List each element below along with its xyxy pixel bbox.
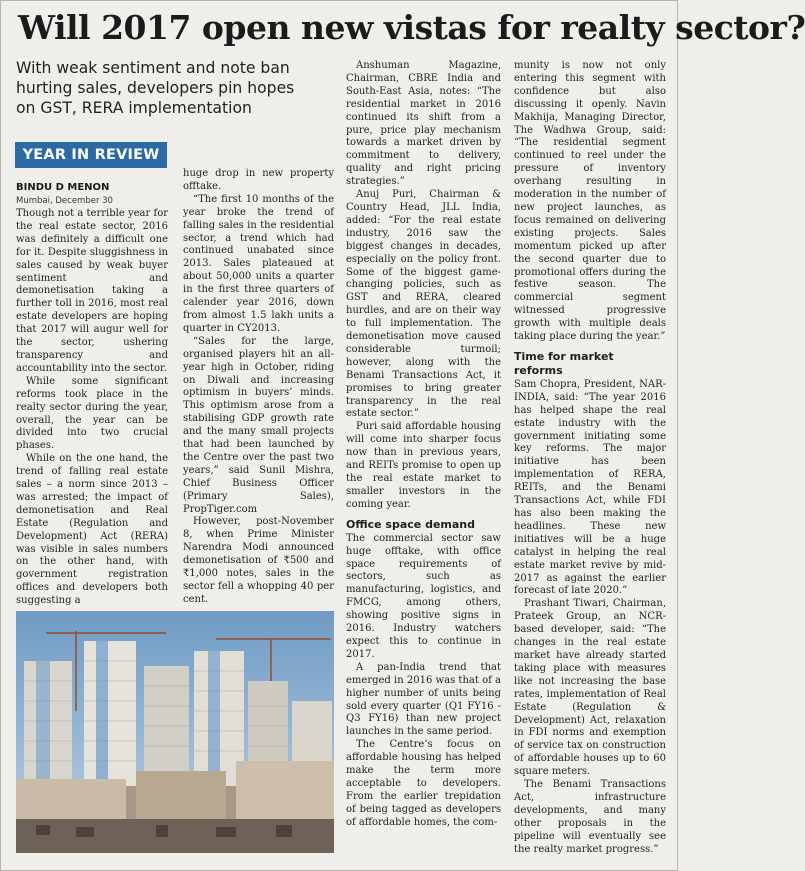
column-3 [346,60,501,830]
paragraph: However, post-November 8, when Prime Minister Narendra Modi announced demonetisation of ₹500 and ₹1,000 notes, sales in the sector fell a whopping 40 per cent. [183,516,334,605]
column-4 [514,60,666,856]
paragraph: The Centre’s focus on affordable housing has helped make the term more acceptable to developers. From the earlier trepidation of being tagged as developers of affordable homes, the com- [346,739,501,828]
column-1 [16,208,168,608]
cityscape-illustration [16,611,334,853]
paragraph: The Benami Transactions Act, infrastructure developments, and many other proposals in the pipeline will eventually see the realty market progress.” [514,779,666,855]
paragraph: While some significant reforms took place in the realty sector during the year, overall, the year can be divided into two crucial phases. [16,375,168,452]
section-tag: YEAR IN REVIEW [15,142,167,168]
deck [16,58,336,118]
deck-line: With weak sentiment and note ban [16,59,290,77]
paragraph: “Sales for the large, organised players hit an all-year high in October, riding on Diwali and increasing optimism in buyers’ minds. This optimism arose from a stabilising GDP growth rate and the many small projects that had been launched by the Centre over the past two years,” said Sunil Mishra, Chief Business Officer (Primary Sales), PropTiger.com [183,335,334,515]
headline: Will 2017 open new vistas for realty sector? [18,8,805,47]
paragraph: A pan-India trend that emerged in 2016 was that of a higher number of units being sold every quarter (Q1 FY16 - Q3 FY16) than new project launches in the same period. [346,661,501,738]
byline: BINDU D MENON [16,182,110,193]
paragraph: “The first 10 months of the year broke the trend of falling sales in the residential sector, a trend which had continued unabated since 2013. Sales plateaued at about 50,000 units a quarter in the first three quarters of calender year 2016, down from almost 1.5 lakh units a quarter in CY2013. [183,193,334,334]
column-2 [183,168,334,607]
dateline: Mumbai, December 30 [16,196,113,206]
deck-line: on GST, RERA implementation [16,99,252,117]
paragraph: Puri said affordable housing will come into sharper focus now than in previous years, and REITs promise to open up the real estate market to smaller investors in the coming year. [346,421,501,510]
cityscape-photo [16,611,334,853]
paragraph: munity is now not only entering this segment with confidence but also discussing it openly. Navin Makhija, Managing Director, The Wadhwa Group, said: “The residential segment continued to reel under the pressure of inventory overhang resulting in moderation in the number of new project launches, as focus remained on delivering existing projects. Sales momentum picked up after the second quarter due to promotional offers during the festive season. The commercial segment witnessed progressive growth with multiple deals taking place during the year.” [514,60,666,343]
paragraph: huge drop in new property offtake. [183,168,334,192]
paragraph: Anshuman Magazine, Chairman, CBRE India and South-East Asia, notes: “The residential market in 2016 continued its shift from a pure, price play mechanism towards a market driven by commitment to delivery, quality and right pricing strategies.” [346,60,501,188]
deck-line: hurting sales, developers pin hopes [16,79,295,97]
paragraph: Anuj Puri, Chairman & Country Head, JLL India, added: “For the real estate industry, 2016 saw the biggest changes in decades, especially on the policy front. Some of the biggest game-changing policies, such as GST and RERA, cleared hurdles, and are on their way to full implementation. The demonetisation move caused considerable turmoil; however, along with the Benami Transactions Act, it promises to bring greater transparency in the real estate sector.” [346,189,501,420]
paragraph: Prashant Tiwari, Chairman, Prateek Group, an NCR-based developer, said: “The changes in the real estate market have already started taking place with measures like not increasing the base rates, implementation of Real Estate (Regulation & Development) Act, relaxation in FDI norms and exemption of service tax on construction of affordable houses up to 60 square meters. [514,598,666,778]
paragraph: The commercial sector saw huge offtake, with office space requirements of sectors, such as manufacturing, logistics, and FMCG, among others, showing positive signs in 2016. Industry watchers expect this to continue in 2017. [346,532,501,660]
paragraph: While on the one hand, the trend of falling real estate sales – a norm since 2013 – was arrested; the impact of demonetisation and Real Estate (Regulation and Development) Act (RERA) was visible in sales numbers on the other hand, with government registration offices and developers both suggesting a [16,453,168,607]
subheading: Time for market reforms [514,349,614,377]
paragraph: Though not a terrible year for the real estate sector, 2016 was definitely a difficult one for it. Despite sluggishness in sales caused by weak buyer sentiment and demonetisation taking a further toll in 2016, most real estate developers are hoping that 2017 will augur well for the sector, ushering transparency and accountability into the sector. [16,208,168,374]
paragraph: Sam Chopra, President, NAR-INDIA, said: “The year 2016 has helped shape the real estate industry with the government initiating some key reforms. The major initiative has been implementation of RERA, REITs, and the Benami Transactions Act, while FDI has also been making the headlines. These new initiatives will be a huge catalyst in helping the real estate market revive by mid-2017 as against the earlier forecast of late 2020.” [514,378,666,597]
subheading: Office space demand [346,517,476,531]
